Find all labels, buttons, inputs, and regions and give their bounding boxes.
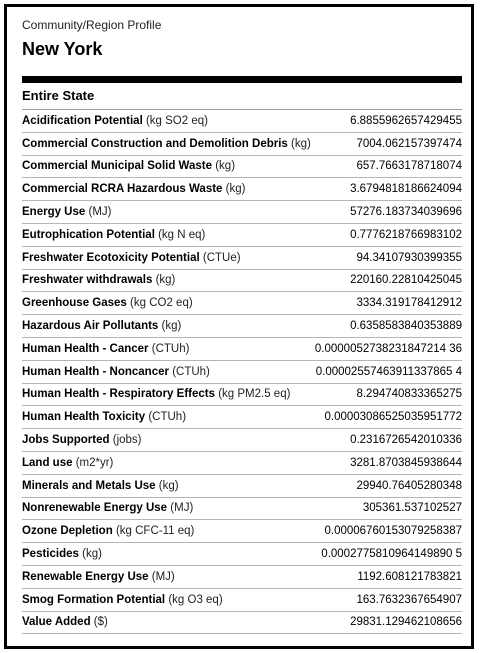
indicator-name: Commercial RCRA Hazardous Waste	[22, 183, 223, 196]
indicator-unit: (kg CFC-11 eq)	[115, 525, 195, 538]
indicator-value: 1192.608121783821	[357, 570, 462, 583]
row-label	[22, 115, 208, 127]
indicator-value: 0.00003086525035951772	[324, 411, 462, 424]
indicator-unit: (kg)	[215, 160, 236, 173]
indicator-name: Jobs Supported	[22, 434, 110, 447]
indicator-name: Energy Use	[22, 206, 86, 219]
table-row	[22, 406, 462, 429]
indicator-unit: (MJ)	[170, 502, 194, 515]
row-label	[22, 616, 108, 628]
row-label	[22, 206, 111, 218]
indicator-value: 57276.183734039696	[350, 206, 462, 219]
indicator-value: 3334.319178412912	[356, 297, 462, 310]
indicator-unit: (kg)	[161, 320, 182, 333]
row-label	[22, 502, 193, 514]
indicator-value: 0.0002775810964149890 5	[321, 548, 462, 561]
indicator-unit: (kg)	[291, 137, 311, 150]
indicator-value: 0.0000052738231847214 36	[314, 342, 462, 355]
indicator-name: Hazardous Air Pollutants	[22, 320, 159, 333]
table-row	[22, 589, 462, 612]
table-row	[22, 384, 462, 407]
indicator-value: 8.294740833365275	[356, 388, 462, 401]
indicator-unit: (m2*yr)	[75, 456, 114, 469]
row-label	[22, 411, 186, 423]
indicator-name: Human Health - Noncancer	[22, 365, 169, 378]
indicator-unit: ($)	[93, 616, 108, 629]
indicator-unit: (MJ)	[88, 206, 112, 219]
indicator-unit: (jobs)	[112, 434, 142, 447]
indicator-name: Smog Formation Potential	[22, 593, 166, 606]
row-label	[22, 252, 241, 264]
row-label	[22, 571, 175, 583]
row-label	[22, 594, 223, 606]
indicator-name: Commercial Construction and Demolition Debris	[22, 137, 288, 150]
table-row	[22, 292, 462, 315]
indicator-name: Human Health Toxicity	[22, 411, 146, 424]
table-row	[22, 247, 462, 270]
row-label	[22, 138, 311, 150]
indicator-name: Greenhouse Gases	[22, 297, 127, 310]
indicator-unit: (MJ)	[151, 570, 175, 583]
row-label	[22, 457, 113, 469]
indicator-value: 163.7632367654907	[356, 593, 462, 606]
indicator-name: Human Health - Respiratory Effects	[22, 388, 215, 401]
table-row	[22, 156, 462, 179]
row-label	[22, 388, 290, 400]
page-title: New York	[22, 39, 103, 59]
indicator-name: Freshwater Ecotoxicity Potential	[22, 251, 200, 264]
indicator-value: 94.34107930399355	[356, 251, 462, 264]
table-row	[22, 201, 462, 224]
row-label	[22, 229, 205, 241]
row-label	[22, 343, 189, 355]
indicator-value: 657.7663178718074	[356, 160, 462, 173]
indicator-unit: (kg PM2.5 eq)	[218, 388, 291, 401]
indicator-unit: (kg)	[158, 479, 179, 492]
indicator-name: Acidification Potential	[22, 114, 143, 127]
indicator-value: 29940.76405280348	[356, 479, 462, 492]
indicator-value: 3281.8703845938644	[350, 456, 462, 469]
table-row	[22, 429, 462, 452]
indicator-name: Nonrenewable Energy Use	[22, 502, 168, 515]
table-row	[22, 498, 462, 521]
indicator-value: 0.6358583840353889	[350, 320, 462, 333]
table-row	[22, 338, 462, 361]
indicator-unit: (kg)	[82, 548, 102, 561]
indicator-unit: (kg)	[225, 183, 246, 196]
indicator-unit: (kg)	[155, 274, 176, 287]
indicator-unit: (kg N eq)	[158, 228, 206, 241]
indicator-value: 7004.062157397474	[356, 137, 462, 150]
indicator-unit: (CTUh)	[172, 365, 210, 378]
indicator-name: Freshwater withdrawals	[22, 274, 153, 287]
indicator-name: Pesticides	[22, 548, 79, 561]
row-label	[22, 366, 210, 378]
table-row	[22, 224, 462, 247]
row-label	[22, 480, 179, 492]
table-row	[22, 110, 462, 133]
row-label	[22, 548, 102, 560]
row-label	[22, 525, 194, 537]
indicator-name: Commercial Municipal Solid Waste	[22, 160, 213, 173]
table-row	[22, 270, 462, 293]
indicator-value: 305361.537102527	[362, 502, 462, 515]
header-divider	[22, 76, 462, 83]
indicator-value: 0.2316726542010336	[350, 434, 462, 447]
indicator-unit: (kg CO2 eq)	[130, 297, 193, 310]
indicator-value: 29831.129462108656	[350, 616, 462, 629]
row-label	[22, 320, 181, 332]
table-row	[22, 133, 462, 156]
indicator-unit: (CTUe)	[202, 251, 241, 264]
indicator-unit: (CTUh)	[148, 411, 187, 424]
indicator-table	[22, 110, 462, 634]
table-row	[22, 178, 462, 201]
indicator-value: 0.7776218766983102	[350, 228, 462, 241]
row-label	[22, 183, 245, 195]
table-row	[22, 543, 462, 566]
row-label	[22, 297, 193, 309]
row-label	[22, 274, 175, 286]
indicator-unit: (CTUh)	[151, 342, 190, 355]
indicator-value: 220160.22810425045	[350, 274, 462, 287]
table-row	[22, 566, 462, 589]
table-row	[22, 315, 462, 338]
indicator-value: 3.6794818186624094	[350, 183, 462, 196]
indicator-name: Land use	[22, 456, 73, 469]
indicator-unit: (kg O3 eq)	[168, 593, 223, 606]
indicator-value: 6.8855962657429455	[350, 114, 462, 127]
section-title: Entire State	[22, 88, 95, 103]
row-label	[22, 434, 142, 446]
indicator-name: Value Added	[22, 616, 91, 629]
indicator-name: Eutrophication Potential	[22, 228, 155, 241]
table-row	[22, 520, 462, 543]
indicator-value: 0.00002557463911337865 4	[315, 365, 462, 378]
indicator-value: 0.00006760153079258387	[324, 525, 462, 538]
row-label	[22, 160, 235, 172]
indicator-unit: (kg SO2 eq)	[145, 114, 208, 127]
table-row	[22, 612, 462, 635]
indicator-name: Minerals and Metals Use	[22, 479, 156, 492]
table-row	[22, 452, 462, 475]
table-row	[22, 361, 462, 384]
breadcrumb: Community/Region Profile	[22, 18, 162, 32]
table-row	[22, 475, 462, 498]
indicator-name: Human Health - Cancer	[22, 342, 149, 355]
indicator-name: Renewable Energy Use	[22, 570, 149, 583]
profile-card	[4, 4, 474, 649]
indicator-name: Ozone Depletion	[22, 525, 113, 538]
